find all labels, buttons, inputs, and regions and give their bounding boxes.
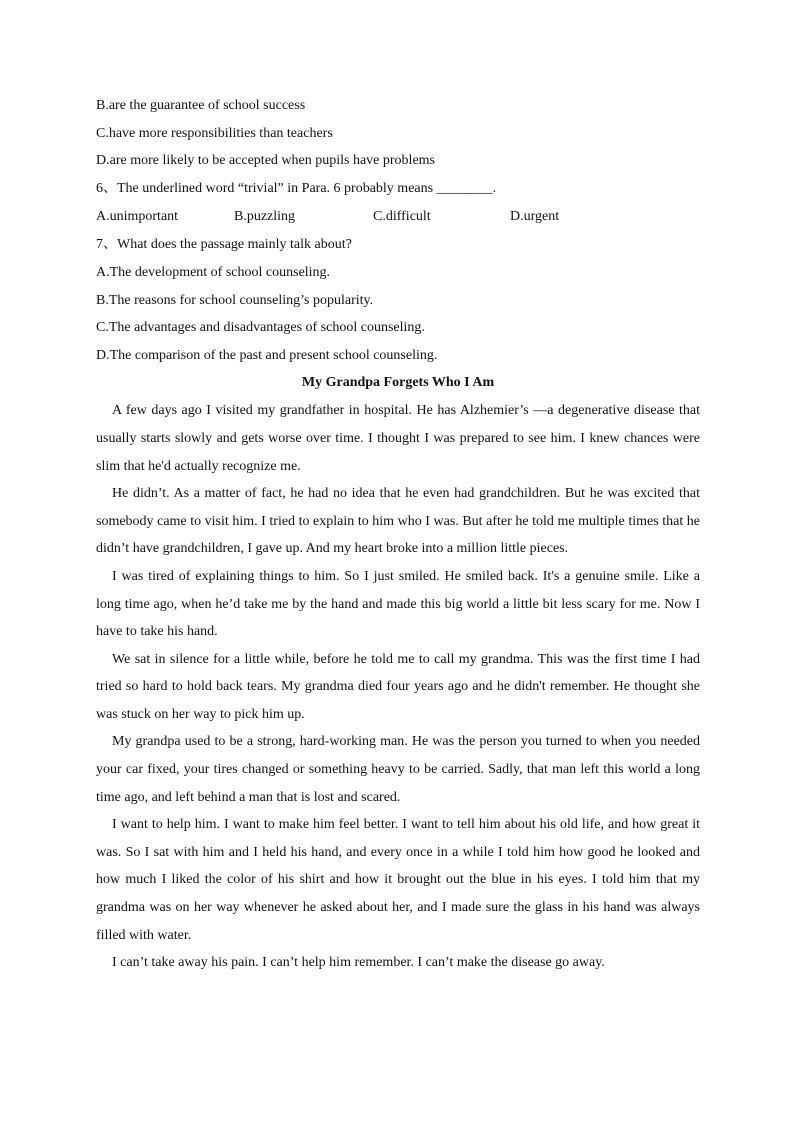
q7-option-b: B.The reasons for school counseling’s popularity. [96, 292, 374, 308]
q5-option-c: C.have more responsibilities than teachers [96, 125, 333, 141]
q7-option-c: C.The advantages and disadvantages of school counseling. [96, 320, 425, 336]
article-paragraph-3: I was tired of explaining things to him. So I just smiled. He smiled back. It's a genuine smile. Like a long time ago, when he’d take me by the hand and made this big world a little bit less scary for me. Now I have to take his hand. [96, 568, 700, 640]
article-paragraph-5: My grandpa used to be a strong, hard-working man. He was the person you turned to when you needed your car fixed, your tires changed or something heavy to be carried. Sadly, that man left this world a long time ago, and left behind a man that is lost and scared. [96, 734, 700, 805]
exam-page [96, 92, 700, 977]
q6-options [96, 202, 700, 231]
article-paragraph-2: He didn’t. As a matter of fact, he had no idea that he even had grandchildren. But he was excited that somebody came to visit him. I tried to explain to him who I was. But after he told me multiple times that he didn’t have grandchildren, I gave up. And my heart broke into a million little pieces. [96, 486, 700, 557]
article-paragraph-6: I want to help him. I want to make him feel better. I want to tell him about his old life, and how great it was. So I sat with him and I held his hand, and every once in a while I told him how good he looked and how much I liked the color of his shirt and how it brought out the blue in his eyes. I told him that my grandma was on her way whenever he asked about her, and I made sure the glass in his hand was always filled with water. [96, 817, 700, 943]
q6-option-d: D.urgent [510, 209, 560, 225]
q5-option-b: B.are the guarantee of school success [96, 98, 306, 113]
q7-stem: 7、What does the passage mainly talk about? [96, 237, 352, 253]
q7-option-d: D.The comparison of the past and present school counseling. [96, 347, 438, 363]
article-title: My Grandpa Forgets Who I Am [301, 375, 495, 391]
article-paragraph-1: A few days ago I visited my grandfather in hospital. He has Alzhemier’s —a degenerative disease that usually starts slowly and gets worse over time. I thought I was prepared to see him. I knew chances were slim that he'd actually recognize me. [96, 403, 700, 474]
q6-option-c: C.difficult [373, 209, 431, 225]
q5-option-d: D.are more likely to be accepted when pupils have problems [96, 153, 435, 169]
article-paragraph-4: We sat in silence for a little while, before he told me to call my grandma. This was the first time I had tried so hard to hold back tears. My grandma died four years ago and he didn't remember. He thought she was stuck on her way to pick him up. [96, 651, 700, 722]
q7-option-a: A.The development of school counseling. [96, 264, 331, 280]
article-paragraph-7: I can’t take away his pain. I can’t help him remember. I can’t make the disease go away. [112, 955, 605, 971]
q6-stem: 6、The underlined word “trivial” in Para. 6 probably means ________. [96, 180, 497, 196]
q6-option-a: A.unimportant [96, 209, 179, 225]
q6-option-b: B.puzzling [234, 209, 296, 225]
